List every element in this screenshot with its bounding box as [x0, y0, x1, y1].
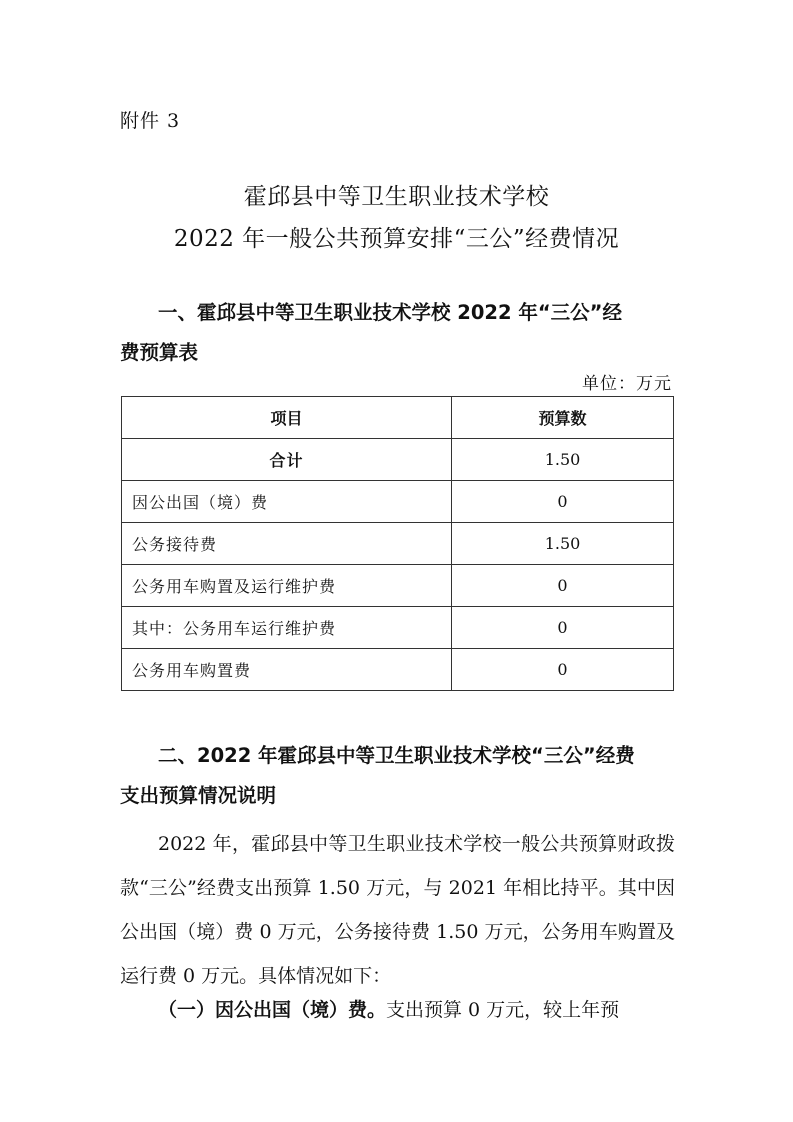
row-name: 因公出国（境）费	[122, 481, 452, 523]
section2-paragraph-text: 2022 年，霍邱县中等卫生职业技术学校一般公共预算财政拨款“三公”经费支出预算 1.50 万元，与 2021 年相比持平。其中因公出国（境）费 0 万元，公务接待费 1.50 万元，公务用车购置及运行费 0 万元。具体情况如下：	[120, 833, 675, 987]
table-row	[122, 439, 674, 481]
budget-table	[121, 396, 674, 691]
row-name: 公务用车购置费	[122, 649, 452, 691]
table-header-row	[122, 397, 674, 439]
section1-heading-line2: 费预算表	[120, 341, 199, 364]
row-value: 0	[452, 607, 674, 649]
row-value: 1.50	[452, 523, 674, 565]
attachment-label: 附件 3	[120, 110, 181, 132]
document-title-line2: 2022 年一般公共预算安排“三公”经费情况	[173, 226, 620, 252]
item1-paragraph	[158, 988, 678, 1032]
table-row	[122, 523, 674, 565]
item1-text: 支出预算 0 万元，较上年预	[386, 999, 620, 1021]
table-row	[122, 649, 674, 691]
section1-heading-line1: 一、霍邱县中等卫生职业技术学校 2022 年“三公”经	[158, 301, 622, 324]
row-name: 其中：公务用车运行维护费	[122, 607, 452, 649]
section2-heading-line2: 支出预算情况说明	[120, 784, 277, 807]
row-value-total: 1.50	[452, 439, 674, 481]
table-row	[122, 481, 674, 523]
item1-heading: （一）因公出国（境）费。	[158, 999, 387, 1021]
row-value: 0	[452, 649, 674, 691]
row-name: 公务接待费	[122, 523, 452, 565]
document-title-line1: 霍邱县中等卫生职业技术学校	[243, 184, 550, 210]
row-name-total: 合计	[122, 439, 452, 481]
row-value: 0	[452, 481, 674, 523]
row-value: 0	[452, 565, 674, 607]
section2-heading	[120, 736, 675, 816]
section2-paragraph	[120, 822, 675, 998]
table-row	[122, 607, 674, 649]
header-budget: 预算数	[452, 397, 674, 439]
table-row	[122, 565, 674, 607]
section2-heading-line1: 二、2022 年霍邱县中等卫生职业技术学校“三公”经费	[158, 744, 635, 767]
header-item: 项目	[122, 397, 452, 439]
unit-label: 单位：万元	[582, 374, 672, 394]
row-name: 公务用车购置及运行维护费	[122, 565, 452, 607]
section1-heading	[120, 293, 675, 373]
